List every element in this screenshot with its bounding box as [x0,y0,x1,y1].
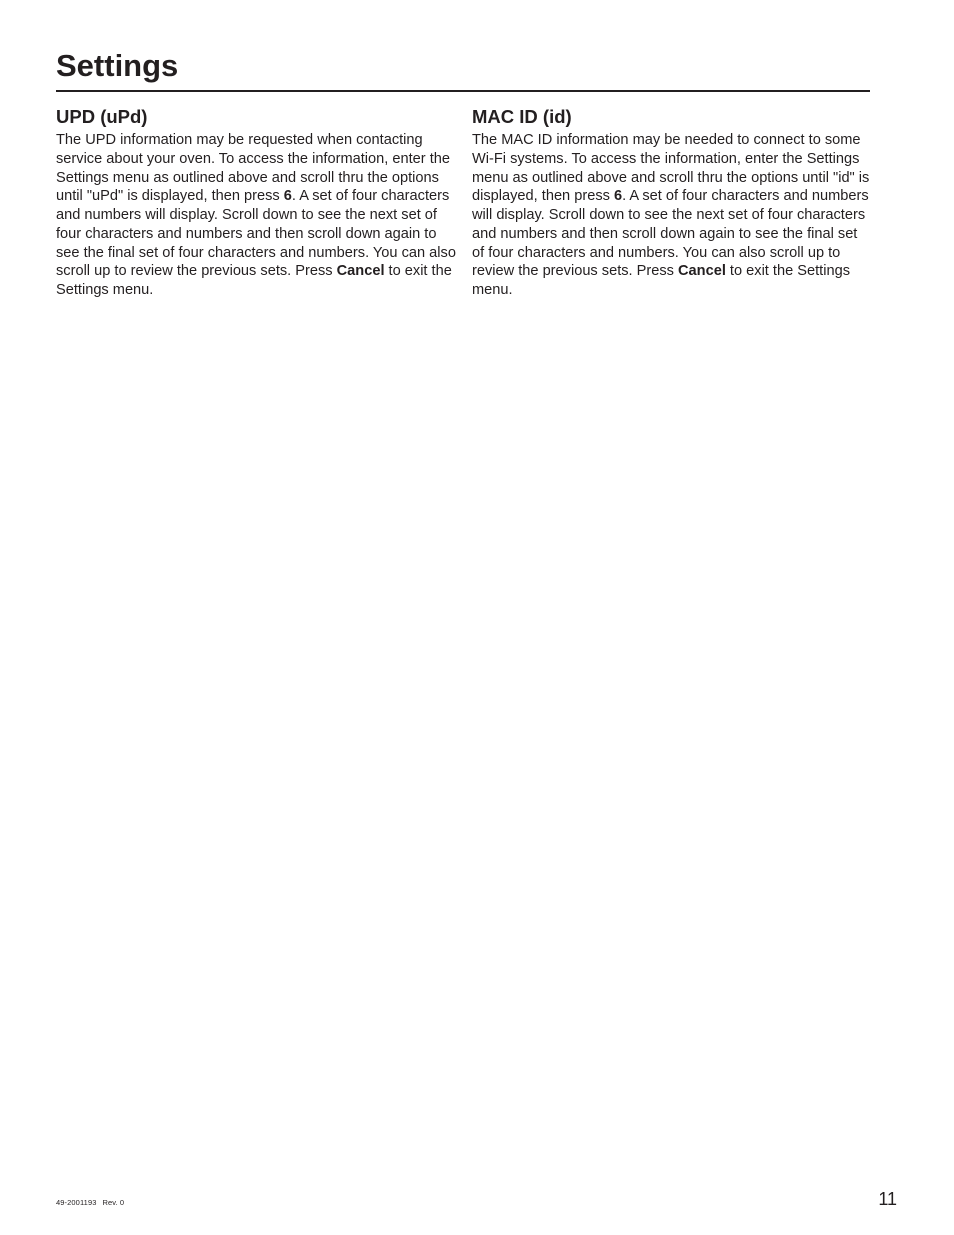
section-body-upd [56,131,456,300]
document-id: 49-2001193 [56,1198,97,1207]
body-text: The UPD information may be requested when contacting service about your oven. To access the information, enter the Settings menu as outlined above and scroll thru the options until "uPd" is displayed, then press [56,132,450,205]
cancel-key-label: Cancel [336,263,385,280]
section-upd [56,104,456,300]
cancel-key-label: Cancel [678,263,726,280]
body-text: . A set of four characters and numbers will display. Scroll down to see the next set of four characters and numbers and then scroll down again to see the final set of four characters and numbers. You can also scroll up to review the previous sets. Press [472,188,869,280]
page-number: 11 [878,1189,897,1209]
body-text: The MAC ID information may be needed to connect to some Wi-Fi systems. To access the information, enter the Settings menu as outlined above and scroll thru the options until "id" is displayed, then press [472,132,870,205]
section-heading-mac-id: MAC ID (id) [472,106,572,127]
title-divider [56,90,870,92]
body-text: . A set of four characters and numbers will display. Scroll down to see the next set of four characters and numbers and then scroll down again to see the final set of four characters and numbers. You can also scroll up to review the previous sets. Press [56,188,456,280]
body-text: to exit the Settings menu. [56,263,452,298]
key-6-label: 6 [613,188,623,205]
page-title: Settings [56,48,179,83]
document-number [56,1198,124,1207]
section-body-mac-id [472,131,870,300]
section-heading-upd: UPD (uPd) [56,106,148,127]
body-text: to exit the Settings menu. [472,263,850,298]
section-mac-id [472,104,870,300]
key-6-label: 6 [283,188,292,205]
document-revision: Rev. 0 [102,1198,125,1207]
